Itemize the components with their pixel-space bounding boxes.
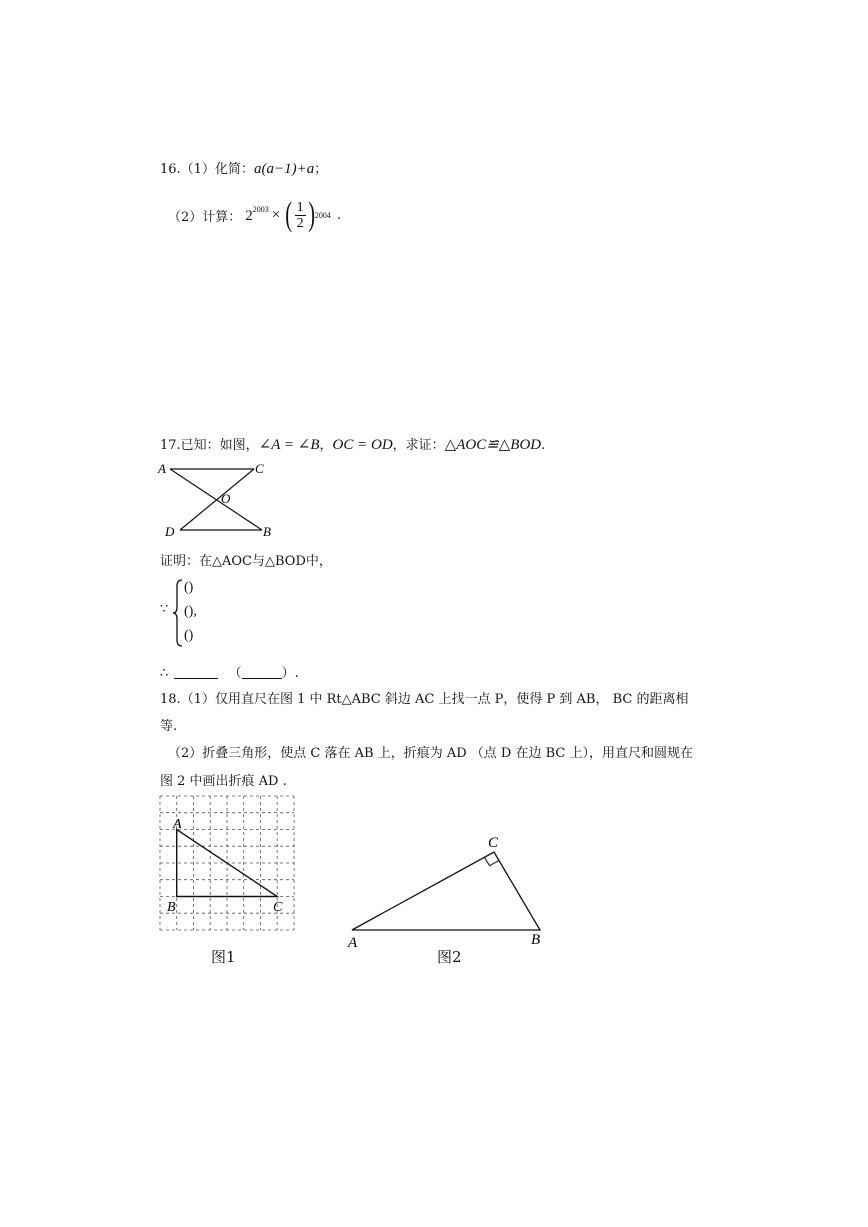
- q17-left-brace: [172, 578, 184, 648]
- q17-label-d: D: [165, 524, 175, 539]
- q16-exponent-2004: 2004: [314, 210, 331, 220]
- q16-times-sign: ×: [271, 206, 281, 223]
- q18-figure-2-label-a: A: [348, 935, 358, 951]
- q16-left-paren: (: [285, 196, 293, 233]
- q16-fraction-denominator: 2: [296, 215, 304, 231]
- q18-figure-1-caption: 图1: [211, 948, 236, 966]
- q18-figure-2-label-c: C: [488, 835, 499, 851]
- q16-part1: [160, 158, 327, 178]
- q17-conclusion-blank[interactable]: [174, 665, 218, 679]
- q17-label-c: C: [255, 461, 264, 476]
- q17-condition-segments: OC = OD: [332, 437, 393, 453]
- q16-fraction: [295, 200, 306, 231]
- q18-part2-line2: 图 2 中画出折痕 AD .: [160, 774, 287, 789]
- q17-separator-2: ，求证：: [392, 438, 445, 453]
- q17-prompt: [160, 434, 545, 454]
- q17-because-symbol: ∵: [160, 602, 169, 617]
- q17-conclusion: [160, 662, 299, 681]
- q17-prompt-prefix: 17.已知：如图，: [160, 438, 259, 453]
- q17-label-b: B: [263, 524, 271, 539]
- q18-figure-1-label-a: A: [173, 817, 182, 832]
- q16-fraction-numerator: 1: [296, 199, 304, 215]
- q16-part1-label: 16.（1）化简：: [160, 162, 254, 177]
- q17-therefore-symbol: ∴: [160, 666, 169, 681]
- q17-segment-cd: [180, 469, 254, 530]
- q17-goal-end: .: [541, 438, 546, 453]
- q16-part2-label: （2）计算：: [168, 209, 242, 225]
- q17-segment-ab: [170, 469, 262, 530]
- q17-label-a: A: [158, 461, 166, 476]
- q17-brace-row-1: (): [184, 580, 194, 595]
- q17-proof-intro: 证明：在△AOC与△BOD中，: [160, 554, 332, 569]
- q18-part1-line2: 等.: [160, 719, 178, 734]
- q16-part2: [168, 198, 341, 232]
- q17-goal: △AOC≌△BOD: [444, 437, 542, 453]
- q17-paren-open: （: [228, 666, 242, 681]
- q16-power-base: $2^{2003}$: [245, 205, 269, 224]
- q17-figure: [155, 458, 285, 544]
- q16-right-paren: ): [307, 196, 315, 233]
- q17-separator-1: ，: [319, 438, 333, 453]
- q18-figure-2: [340, 830, 560, 952]
- q18-figure-1: [158, 794, 300, 934]
- q17-brace-row-3: (): [184, 628, 194, 643]
- q18-figure-2-caption: 图2: [437, 948, 462, 966]
- q17-paren-close: ）.: [281, 666, 299, 681]
- q16-part1-end: ；: [314, 162, 328, 177]
- q18-figure-1-label-c: C: [273, 900, 283, 915]
- q16-exponent-2003: 2003: [252, 205, 269, 214]
- q17-label-o: O: [221, 491, 231, 506]
- q18-figure-1-label-b: B: [167, 900, 176, 915]
- q18-part1-line1: 18.（1）仅用直尺在图 1 中 Rt△ABC 斜边 AC 上找一点 P，使得 P 到 AB， BC 的距离相: [160, 692, 689, 707]
- q17-condition-angles: ∠A = ∠B: [258, 437, 320, 453]
- q18-part2-line1: （2）折叠三角形，使点 C 落在 AB 上，折痕为 AD （点 D 在边 BC 上），用直尺和圆规在: [168, 746, 693, 761]
- q18-figure-2-right-angle-mark: [484, 857, 499, 865]
- q17-brace-row-2: (),: [184, 604, 197, 619]
- q17-reason-blank[interactable]: [242, 665, 282, 679]
- q18-figure-2-label-b: B: [531, 932, 541, 948]
- q18-figure-2-triangle: [352, 852, 540, 930]
- q16-part2-end: .: [336, 207, 342, 223]
- q16-part1-expression: a(a−1)+a: [253, 161, 315, 177]
